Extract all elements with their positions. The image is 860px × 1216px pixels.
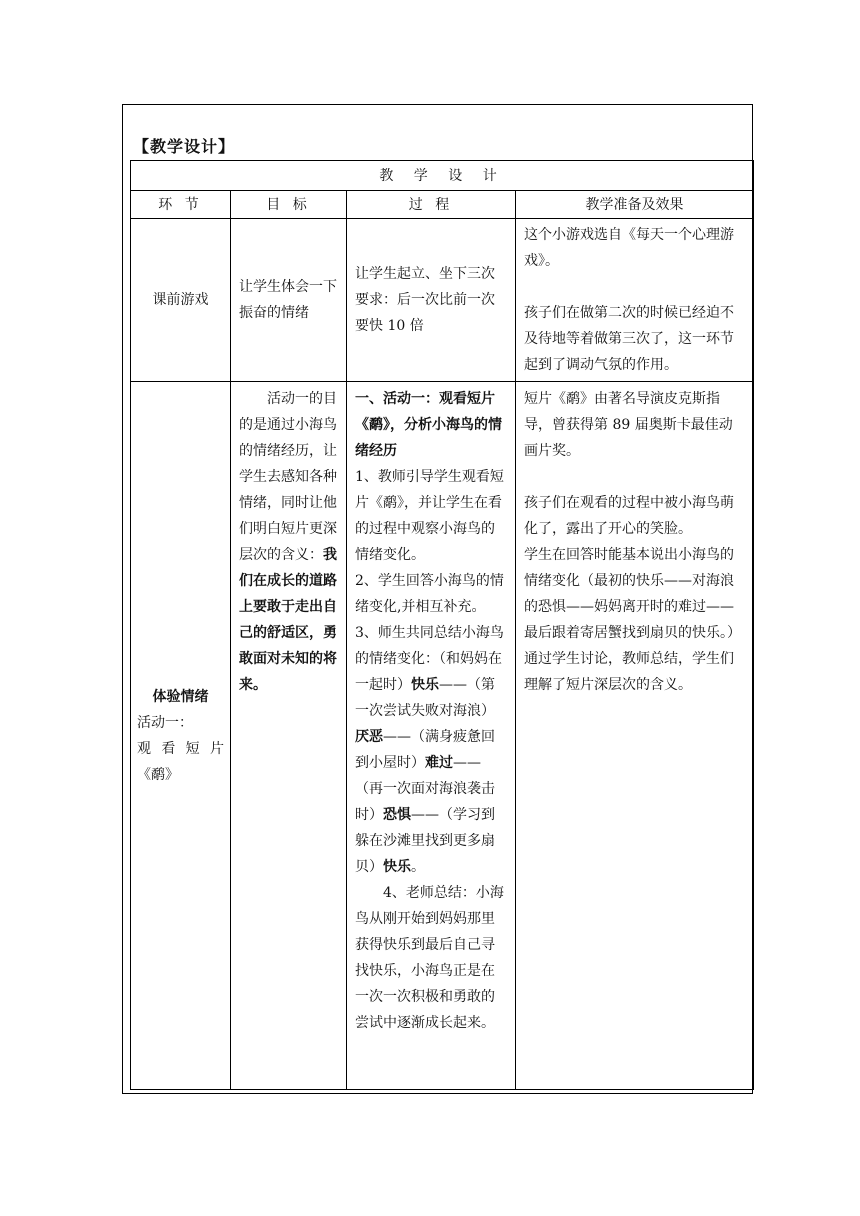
step3-part-e: ——（学习到躲在沙滩里找到更多扇贝） xyxy=(355,807,495,875)
row2-effect-p4: 通过学生讨论，教师总结，学生们理解了短片深层次的含义。 xyxy=(524,651,734,693)
row2-process xyxy=(347,382,516,1090)
row1-stage: 课前游戏 xyxy=(131,219,231,382)
row2-effect-p2: 孩子们在观看的过程中被小海鸟萌化了，露出了开心的笑脸。 xyxy=(524,495,734,537)
row1-effect-p2: 孩子们在做第二次的时候已经迫不及待地等着做第三次了，这一环节起到了调动气氛的作用。 xyxy=(524,305,734,373)
row2-process-step4: 4、老师总结：小海鸟从刚开始到妈妈那里获得快乐到最后自己寻找快乐，小海鸟正是在一次一次积极和勇敢的尝试中逐渐成长起来。 xyxy=(355,885,504,1031)
row2-process-title: 一、活动一：观看短片《鹬》，分析小海鸟的情绪经历 xyxy=(355,391,502,459)
row2-goal xyxy=(231,382,347,1090)
header-stage: 环 节 xyxy=(131,191,231,219)
row2-process-step3 xyxy=(355,620,507,880)
emotion-happy-final: 快乐 xyxy=(383,859,411,875)
row2-stage-title: 体验情绪 xyxy=(152,688,209,705)
section-heading: 【教学设计】 xyxy=(133,137,236,156)
emotion-happy: 快乐 xyxy=(411,677,439,693)
lesson-design-table xyxy=(130,160,754,1090)
step3-part-a: 3、师生共同总结小海鸟的情绪变化：（和妈妈在一起时） xyxy=(355,625,504,693)
row2-effect-p3: 学生在回答时能基本说出小海鸟的情绪变化（最初的快乐——对海浪的恐惧——妈妈离开时的难过——最后跟着寄居蟹找到扇贝的快乐。） xyxy=(524,547,741,641)
row1-process: 让学生起立、坐下三次要求：后一次比前一次要快 10 倍 xyxy=(347,219,516,382)
table-title: 教 学 设 计 xyxy=(131,161,754,191)
step3-part-f: 。 xyxy=(411,859,425,875)
row2-stage xyxy=(131,382,231,1090)
row2-goal-text xyxy=(239,386,338,698)
row2-effect xyxy=(516,382,754,1090)
table-header-row xyxy=(131,191,754,219)
emotion-disgust: 厌恶 xyxy=(355,729,383,745)
row2-effect-p1: 短片《鹬》由著名导演皮克斯指导，曾获得第 89 届奥斯卡最佳动画片奖。 xyxy=(524,391,733,459)
step3-part-b: ——（第一次尝试失败对海浪） xyxy=(355,677,495,719)
step3-part-d: ——（再一次面对海浪袭击时） xyxy=(355,755,495,823)
row2-process-step2: 2、学生回答小海鸟的情绪变化,并相互补充。 xyxy=(355,573,504,615)
step3-part-c: ——（满身疲惫回到小屋时） xyxy=(355,729,495,771)
header-process: 过 程 xyxy=(347,191,516,219)
header-goal: 目 标 xyxy=(231,191,347,219)
row2-goal-normal: 活动一的目的是通过小海鸟的情绪经历，让学生去感知各种情绪，同时让他们明白短片更深层次的含义： xyxy=(239,391,337,563)
emotion-fear: 恐惧 xyxy=(383,807,411,823)
row1-effect xyxy=(516,219,754,382)
table-title-row xyxy=(131,161,754,191)
row1-effect-p1: 这个小游戏选自《每天一个心理游戏》。 xyxy=(524,227,734,269)
row2-stage-sub2: 观 看 短 片《鹬》 xyxy=(137,740,224,783)
row2-goal-bold: 我们在成长的道路上要敢于走出自己的舒适区，勇敢面对未知的将来。 xyxy=(239,547,337,693)
table-row xyxy=(131,219,754,382)
row2-process-step1: 1、教师引导学生观看短片《鹬》，并让学生在看的过程中观察小海鸟的情绪变化。 xyxy=(355,469,504,563)
row2-stage-sub1: 活动一： xyxy=(137,714,193,731)
header-effect: 教学准备及效果 xyxy=(516,191,754,219)
row1-goal: 让学生体会一下振奋的情绪 xyxy=(231,219,347,382)
emotion-sad: 难过 xyxy=(425,755,453,771)
table-row xyxy=(131,382,754,1090)
